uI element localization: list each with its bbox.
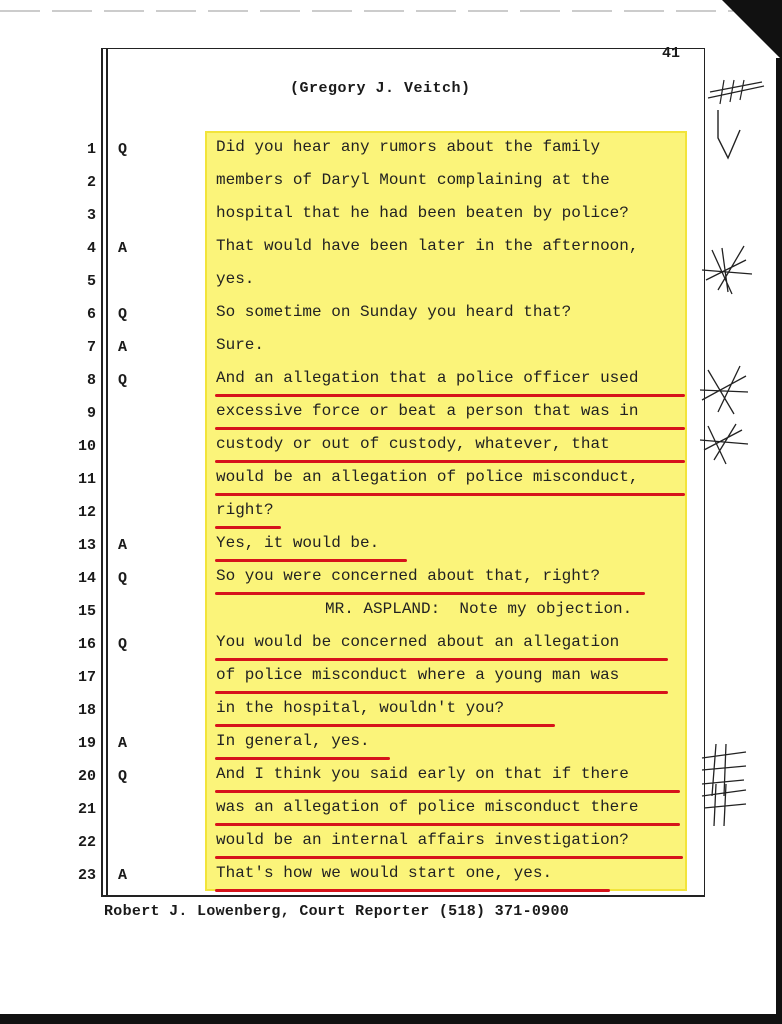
speaker-label: A bbox=[118, 867, 128, 884]
speaker-label: A bbox=[118, 735, 128, 752]
transcript-line bbox=[0, 166, 704, 199]
red-underline bbox=[215, 394, 685, 397]
testimony-text: of police misconduct where a young man was bbox=[216, 666, 620, 684]
colloquy-text: MR. ASPLAND: Note my objection. bbox=[325, 600, 633, 618]
transcript-line bbox=[0, 232, 704, 265]
testimony-text: members of Daryl Mount complaining at the bbox=[216, 171, 610, 189]
witness-header: (Gregory J. Veitch) bbox=[290, 80, 471, 97]
red-underline bbox=[215, 526, 281, 529]
testimony-text: in the hospital, wouldn't you? bbox=[216, 699, 505, 717]
line-number: 3 bbox=[86, 207, 96, 224]
testimony-text: would be an internal affairs investigation? bbox=[216, 831, 629, 849]
speaker-label: A bbox=[118, 537, 128, 554]
red-underline bbox=[215, 823, 680, 826]
speaker-label: A bbox=[118, 339, 128, 356]
handwritten-star-mark-icon bbox=[696, 420, 756, 470]
red-underline bbox=[215, 691, 668, 694]
line-number: 4 bbox=[86, 240, 96, 257]
red-underline bbox=[215, 757, 390, 760]
line-number: 11 bbox=[77, 471, 96, 488]
testimony-text: Did you hear any rumors about the family bbox=[216, 138, 601, 156]
transcript-line bbox=[0, 463, 704, 496]
scan-right-edge bbox=[776, 58, 782, 1024]
testimony-text: yes. bbox=[216, 270, 255, 288]
speaker-label: Q bbox=[118, 636, 128, 653]
handwritten-star-mark-icon bbox=[698, 240, 758, 300]
red-underline bbox=[215, 559, 407, 562]
testimony-text: And I think you said early on that if there bbox=[216, 765, 629, 783]
red-underline bbox=[215, 658, 668, 661]
transcript-line bbox=[0, 760, 704, 793]
transcript-line bbox=[0, 529, 704, 562]
line-number: 13 bbox=[77, 537, 96, 554]
transcript-line bbox=[0, 628, 704, 661]
testimony-text: That would have been later in the afternoon, bbox=[216, 237, 639, 255]
handwritten-star-mark-icon bbox=[696, 780, 756, 830]
line-number: 16 bbox=[77, 636, 96, 653]
transcript-line bbox=[0, 595, 704, 628]
transcript-line bbox=[0, 859, 704, 892]
speaker-label: Q bbox=[118, 372, 128, 389]
red-underline bbox=[215, 427, 685, 430]
red-underline bbox=[215, 856, 683, 859]
transcript-line bbox=[0, 265, 704, 298]
transcript-line bbox=[0, 793, 704, 826]
transcript-line bbox=[0, 133, 704, 166]
scan-top-edge bbox=[0, 0, 782, 3]
red-underline bbox=[215, 592, 645, 595]
testimony-text: Sure. bbox=[216, 336, 265, 354]
handwritten-star-mark-icon bbox=[696, 362, 756, 422]
testimony-text: So you were concerned about that, right? bbox=[216, 567, 601, 585]
testimony-text: custody or out of custody, whatever, that bbox=[216, 435, 610, 453]
testimony-text: would be an allegation of police misconduct, bbox=[216, 468, 639, 486]
line-number: 9 bbox=[86, 405, 96, 422]
speaker-label: A bbox=[118, 240, 128, 257]
line-number: 17 bbox=[77, 669, 96, 686]
testimony-text: Yes, it would be. bbox=[216, 534, 380, 552]
line-number: 7 bbox=[86, 339, 96, 356]
line-number: 6 bbox=[86, 306, 96, 323]
transcript-line bbox=[0, 826, 704, 859]
line-number: 18 bbox=[77, 702, 96, 719]
red-underline bbox=[215, 790, 680, 793]
page-number: 41 bbox=[661, 45, 680, 62]
line-number: 23 bbox=[77, 867, 96, 884]
transcript-line bbox=[0, 298, 704, 331]
line-number: 22 bbox=[77, 834, 96, 851]
testimony-text: And an allegation that a police officer used bbox=[216, 369, 639, 387]
speaker-label: Q bbox=[118, 768, 128, 785]
folded-corner bbox=[722, 0, 782, 60]
red-underline bbox=[215, 460, 685, 463]
line-number: 20 bbox=[77, 768, 96, 785]
testimony-text: You would be concerned about an allegation bbox=[216, 633, 620, 651]
red-underline bbox=[215, 493, 685, 496]
line-number: 21 bbox=[77, 801, 96, 818]
testimony-text: right? bbox=[216, 501, 274, 519]
transcript-line bbox=[0, 199, 704, 232]
transcript-line bbox=[0, 496, 704, 529]
transcript-line bbox=[0, 364, 704, 397]
transcript-line bbox=[0, 331, 704, 364]
handwritten-scribble-icon bbox=[704, 78, 774, 178]
transcript-line bbox=[0, 397, 704, 430]
line-number: 1 bbox=[86, 141, 96, 158]
speaker-label: Q bbox=[118, 570, 128, 587]
testimony-text: In general, yes. bbox=[216, 732, 370, 750]
testimony-text: excessive force or beat a person that was in bbox=[216, 402, 639, 420]
line-number: 19 bbox=[77, 735, 96, 752]
transcript-line bbox=[0, 562, 704, 595]
testimony-text: So sometime on Sunday you heard that? bbox=[216, 303, 572, 321]
court-reporter-footer: Robert J. Lowenberg, Court Reporter (518) 371-0900 bbox=[104, 903, 570, 920]
transcript-line bbox=[0, 694, 704, 727]
line-number: 8 bbox=[86, 372, 96, 389]
speaker-label: Q bbox=[118, 141, 128, 158]
line-number: 15 bbox=[77, 603, 96, 620]
scan-bottom-edge bbox=[0, 1014, 782, 1024]
transcript-line bbox=[0, 430, 704, 463]
speaker-label: Q bbox=[118, 306, 128, 323]
line-number: 2 bbox=[86, 174, 96, 191]
red-underline bbox=[215, 724, 555, 727]
testimony-text: was an allegation of police misconduct there bbox=[216, 798, 639, 816]
transcript-line bbox=[0, 661, 704, 694]
red-underline bbox=[215, 889, 610, 892]
testimony-text: hospital that he had been beaten by police? bbox=[216, 204, 629, 222]
line-number: 12 bbox=[77, 504, 96, 521]
transcript-line bbox=[0, 727, 704, 760]
line-number: 14 bbox=[77, 570, 96, 587]
line-number: 10 bbox=[77, 438, 96, 455]
testimony-text: That's how we would start one, yes. bbox=[216, 864, 553, 882]
line-number: 5 bbox=[86, 273, 96, 290]
